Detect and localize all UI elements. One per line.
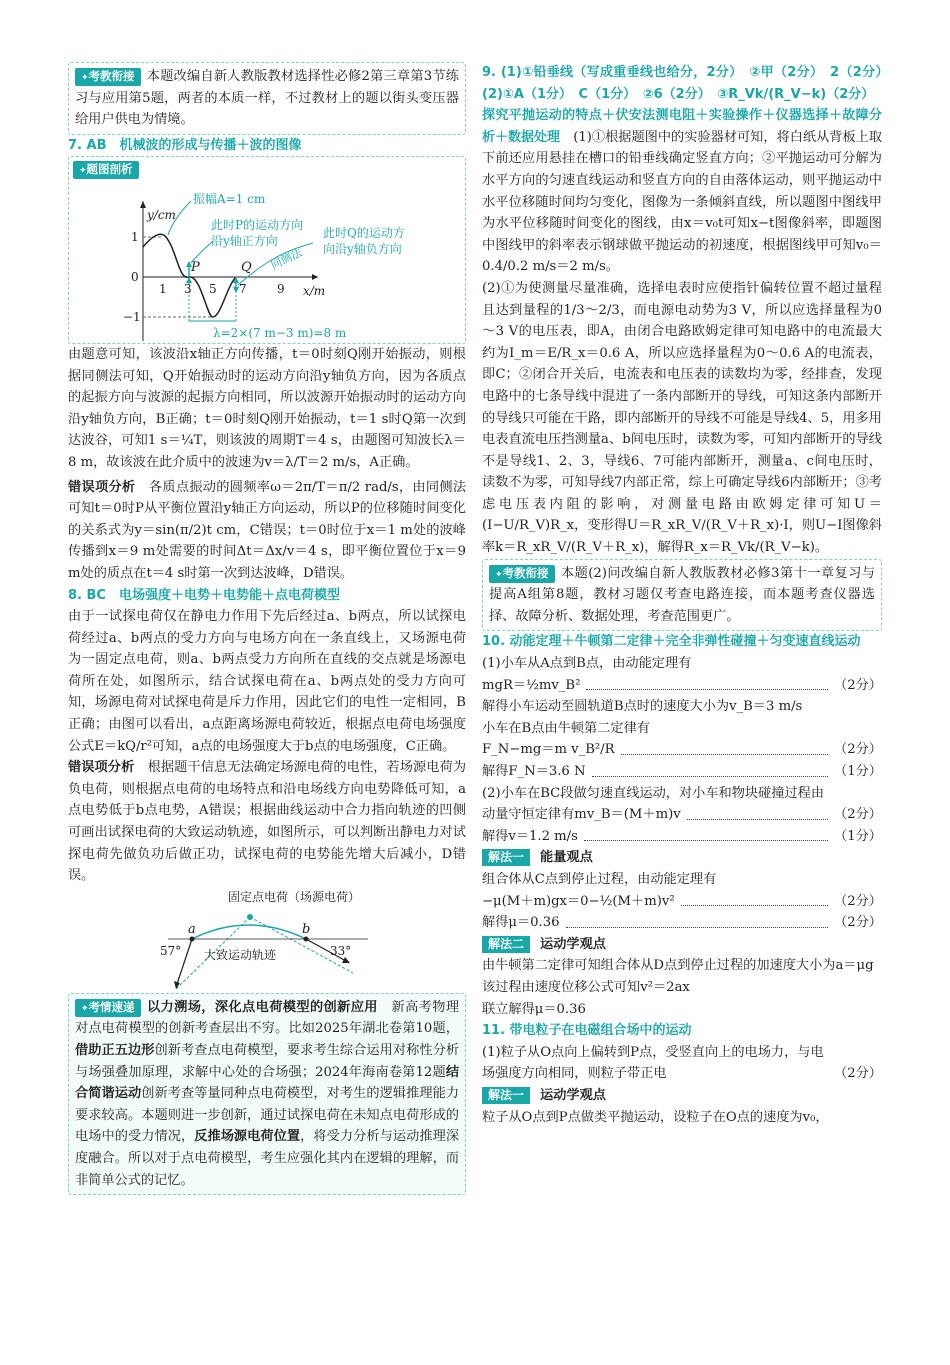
charge-figure	[68, 887, 466, 993]
q9-para-1: (1)①根据题图中的实验器材可知，将白纸从背板上取下前还应用悬挂在槽口的铅垂线确定竖直方向；②平抛运动可分解为水平方向的匀速直线运动和竖直方向的自由落体运动，则平抛运动中水平位移随时间均匀变化，图像为一条倾斜直线，所以题图中图线甲为水平位移随时间变化的图线，由x＝v₀t可知x−t图像斜率，即题图中图线甲的斜率表示钢球做平抛运动的初速度，根据图线甲可知v₀＝0.4/0.2 m/s＝2 m/s。	[482, 129, 883, 275]
q-note-1: 此时Q的运动方	[323, 225, 405, 240]
q11-row: (1)粒子从O点向上偏转到P点，受竖直向上的电场力，与电场强度方向相同，则粒子带正电 （2分）	[482, 1044, 882, 1082]
q10-line: (1)小车从A点到B点，由动能定理有	[482, 656, 692, 672]
box-text: 本题改编自新人教版教材选择性必修2第三章第3节练习与应用第5题，两者的本质一样，不过教材上的题以街头变压器给用户供电为情境。	[75, 69, 459, 128]
q-note-2: 向沿y轴负方向	[323, 241, 402, 256]
q8-para-2: 根据题干信息无法确定场源电荷的电性，若场源电荷为负电荷，则根据点电荷的电场特点和沿电场线方向电势降低可知，a点电势低于b点电势，A错误；根据曲线运动中合力指向轨迹的凹侧可画出试探电荷的大致运动轨迹，如图所示，可以判断出静电力对试探电荷先做负功后做正功，试探电荷的电势能先增大后减小，D错误。	[68, 760, 467, 884]
box-tag: ✦ 考教衔接	[489, 565, 555, 583]
teaching-link-box-2	[482, 559, 882, 632]
box-text: 本题(2)问改编自新人教版教材必修3第十一章复习与提高A组第8题，教材习题仅考查电路连接，而本题考查仪器选择、故障分析、数据处理，考查范围更广。	[489, 565, 875, 624]
teaching-link-box	[68, 62, 466, 135]
q9-heading: 9. (1)①铅垂线（写成重垂线也给分，2分） ②甲（2分） 2（2分） (2)①A（1分） C（1分） ②6（2分） ③R_Vk/(R_V−k)（2分）	[482, 65, 896, 102]
q10-row: 解得μ＝0.36 （2分）	[482, 912, 882, 934]
method-tag: 解法一	[482, 849, 530, 866]
q8-error-title: 错误项分析	[68, 760, 135, 776]
y-axis-label: y/cm	[147, 207, 176, 222]
method-tag: 解法二	[482, 936, 530, 953]
tick-y1: 1	[131, 229, 139, 244]
q11-line: 粒子从O点到P点做类平抛运动，设粒子在O点的速度为v₀，	[482, 1109, 829, 1125]
tick-yn1: −1	[123, 309, 141, 324]
figure-tag: ✦ 题图剖析	[73, 161, 139, 179]
p-note-2: 沿y轴正方向	[211, 233, 278, 248]
source-label: 固定点电荷（场源电荷）	[228, 889, 361, 904]
q10-line: 由牛顿第二定律可知组合体从D点到停止过程的加速度大小为a＝μg	[482, 958, 874, 974]
label-a: a	[188, 921, 196, 937]
q10-line: 该过程由速度位移公式可知v²＝2ax	[482, 979, 690, 995]
p-note-1: 此时P的运动方向	[211, 217, 304, 232]
q10-row: F_N−mg＝m v_B²/R （2分）	[482, 739, 882, 761]
box-tag: ✦ 考教衔接	[75, 68, 141, 86]
box-text-4: ，将受力分析与运动推理深度融合。所以对于点电荷模型，考生应强化其内在逻辑的理解，而非简单公式的记忆。	[75, 1129, 460, 1188]
lambda-label: λ=2×(7 m−3 m)=8 m	[213, 325, 347, 340]
method-label: 同侧法	[268, 245, 305, 272]
box-text-1: 新高考物理对点电荷模型的创新考查层出不穷。比如2025年湖北卷第10题，	[75, 999, 460, 1037]
q10-line: 解得小车运动至圆轨道B点时的速度大小为v_B＝3 m/s	[482, 699, 803, 715]
q9-para-2: (2)①为使测量尽量准确，选择电表时应使指针偏转位置不超过量程且达到量程的1/3～2/3，而电源电动势为3 V，所以应选择量程为0～3 V的电压表，即A，由闭合电路欧姆定律可知电路中的电流最大约为I_m＝E/R_x＝0.6 A，所以应选择量程为0～0.6 A的电流表，即C；②闭合开关后，电流表和电压表的读数均为零，经排查，发现电路中的七条导线中混进了一条内部断开的导线，可知这条内部断开的导线只可能在干路，即内部断开的导线不可能是导线4、5，用多用电表直流电压挡测量a、b间电压时，读数为零，可知内部断开的导线不是导线1、2、3，导线6、7可能内部断开，测量a、c间电压时，读数不为零，可知导线7内部正常，综上可确定导线6内部断开；③考虑电压表内阻的影响，对测量电路由欧姆定律可知U＝(I−U/R_V)R_x，变形得U＝R_xR_V/(R_V＋R_x)·I，则U−I图像斜率k＝R_xR_V/(R_V＋R_x)，解得R_x＝R_Vk/(R_V−k)。	[482, 280, 882, 556]
bold-4: 反推场源电荷位置	[194, 1129, 301, 1145]
q10-row: 解得v＝1.2 m/s （1分）	[482, 826, 882, 848]
wave-figure	[73, 181, 459, 341]
tick-x3: 3	[184, 281, 192, 296]
method-title: 运动学观点	[540, 1087, 606, 1103]
q10-row: mgR＝½mv_B² （2分）	[482, 675, 882, 697]
q10-heading: 10. 动能定理＋牛顿第二定律＋完全非弹性碰撞＋匀变速直线运动	[482, 634, 861, 650]
bold-1: 以力溯场，深化点电荷模型的创新应用	[146, 999, 378, 1015]
tick-x9: 9	[277, 281, 285, 296]
q11-heading: 11. 带电粒子在电磁组合场中的运动	[482, 1023, 692, 1039]
box-tag: ✦ 考情速递	[75, 999, 141, 1017]
q10-line: 组合体从C点到停止过程，由动能定理有	[482, 871, 717, 887]
exam-info-box	[68, 993, 466, 1195]
tick-x5: 5	[209, 281, 217, 296]
angle-33: 33°	[330, 943, 352, 958]
q10-line: (2)小车在BC段做匀速直线运动，对小车和物块碰撞过程由	[482, 785, 825, 801]
point-q: Q	[241, 259, 252, 275]
bold-3: 结合简谐运动	[75, 1064, 459, 1102]
q7-para-1: 由题意可知，该波沿x轴正方向传播，t＝0时刻Q刚开始振动，则根据同侧法可知，Q开始振动时的运动方向沿y轴负方向，因为各质点的起振方向与波源的起振方向相同，所以波源开始振动时的运动方向沿y轴负方向，B正确；t＝0时刻Q刚开始振动，t＝1 s时Q第一次到达波谷，可知1 s＝¼T，则该波的周期T＝4 s，由题图可知波长λ＝8 m，故该波在此介质中的波速为v＝λ/T＝2 m/s，A正确。	[68, 346, 466, 470]
q7-heading: 7. AB 机械波的形成与传播＋波的图像	[68, 137, 302, 153]
q7-para-2: 各质点振动的圆频率ω＝2π/T＝π/2 rad/s，由同侧法可知t＝0时P从平衡位置沿y轴正方向运动，所以P的位移随时间变化的关系式为y＝sin(π/2)t cm，C错误；t＝0时位于x＝1 m处的波峰传播到x＝9 m处需要的时间Δt＝Δx/v＝4 s，即平衡位置位于x＝9 m处的质点在t＝4 s时第一次到达波峰，D错误。	[68, 479, 467, 581]
q8-heading: 8. BC 电场强度＋电势＋电势能＋点电荷模型	[68, 587, 340, 603]
box-text-2: 创新考查点电荷模型，要求考生综合运用对称性分析与场强叠加原理，求解中心处的合场强；2024年海南卷第12题	[75, 1043, 460, 1080]
left-column	[68, 62, 466, 1195]
label-b: b	[302, 921, 311, 937]
q9-topic: 探究平抛运动的特点＋伏安法测电阻＋实验操作＋仪器选择＋故障分析＋数据处理	[482, 108, 882, 145]
method-title: 能量观点	[540, 850, 593, 866]
angle-57: 57°	[160, 943, 182, 958]
trajectory-label: 大致运动轨迹	[204, 947, 277, 962]
method-title: 运动学观点	[540, 936, 606, 952]
q10-line: 联立解得μ＝0.36	[482, 1001, 586, 1017]
tick-x7: 7	[239, 281, 247, 296]
point-p: P	[191, 259, 200, 275]
tick-x1: 1	[159, 281, 167, 296]
amp-label: 振幅A=1 cm	[193, 191, 266, 206]
q7-figure-box	[68, 156, 466, 344]
q10-row: 解得F_N＝3.6 N （1分）	[482, 761, 882, 783]
q10-line: 小车在B点由牛顿第二定律有	[482, 720, 650, 736]
q7-error-title: 错误项分析	[68, 479, 136, 495]
method-tag: 解法一	[482, 1087, 530, 1104]
tick-y0: 0	[131, 269, 139, 284]
x-axis-label: x/m	[303, 283, 326, 298]
q10-row: −μ(M＋m)gx＝0−½(M＋m)v² （2分）	[482, 891, 882, 913]
right-column	[482, 62, 896, 1128]
bold-2: 借助正五边形	[75, 1043, 155, 1058]
q10-row: 动量守恒定律有mv_B＝(M＋m)v （2分）	[482, 804, 882, 826]
q8-para-1: 由于一试探电荷仅在静电力作用下先后经过a、b两点，所以试探电荷经过a、b两点的受力方向与电场方向在一条直线上，又场源电荷为一固定点电荷，则a、b两点受力方向所在直线的交点就是场源电荷所在处，如图所示，结合试探电荷在a、b两点处的受力方向可知，场源电荷对试探电荷是斥力作用，因此它们的电性一定相同，B正确；由图可以看出，a点距离场源电荷较近，根据点电荷电场强度公式E＝kQ/r²可知，a点的电场强度大于b点的电场强度，C正确。	[68, 609, 466, 754]
box-text-3: 创新考查等量同种点电荷模型，对考生的逻辑推理能力要求较高。本题则进一步创新，通过试探电荷在未知点电荷形成的电场中的受力情况，	[75, 1086, 460, 1145]
